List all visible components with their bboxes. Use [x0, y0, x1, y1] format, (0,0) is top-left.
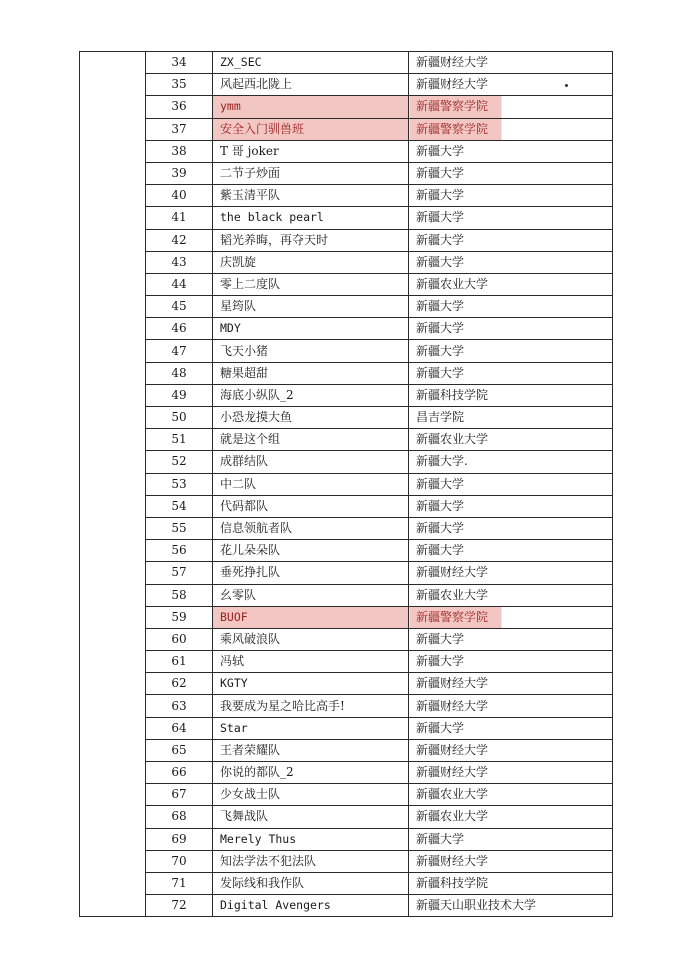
team-name-cell: 少女战士队	[213, 784, 409, 806]
team-list-sheet	[79, 51, 613, 917]
team-name-cell: the black pearl	[213, 207, 409, 229]
school-name-cell: 新疆大学	[409, 473, 613, 495]
row-number-cell: 68	[146, 806, 213, 828]
row-number-cell: 37	[146, 118, 213, 140]
team-name-cell: Merely Thus	[213, 828, 409, 850]
table-row	[80, 828, 613, 850]
table-row	[80, 318, 613, 340]
table-row	[80, 118, 613, 140]
school-name-cell: 新疆大学	[409, 207, 613, 229]
team-name-cell: 知法学法不犯法队	[213, 850, 409, 872]
row-number-cell: 61	[146, 651, 213, 673]
team-table	[79, 51, 613, 917]
table-row	[80, 74, 613, 96]
table-row	[80, 628, 613, 650]
row-number-cell: 56	[146, 540, 213, 562]
school-name-cell: 新疆大学	[409, 340, 613, 362]
school-name-cell: 新疆财经大学	[409, 695, 613, 717]
row-number-cell: 63	[146, 695, 213, 717]
school-name-cell: 新疆大学	[409, 651, 613, 673]
table-row	[80, 229, 613, 251]
row-number-cell: 36	[146, 96, 213, 118]
team-name-cell: 韬光养晦，再夺天时	[213, 229, 409, 251]
team-name-cell: KGTY	[213, 673, 409, 695]
row-number-cell: 66	[146, 762, 213, 784]
school-name-cell: 新疆大学	[409, 540, 613, 562]
row-number-cell: 54	[146, 495, 213, 517]
table-row	[80, 739, 613, 761]
table-row	[80, 340, 613, 362]
row-number-cell: 58	[146, 584, 213, 606]
school-name-cell: 新疆大学	[409, 162, 613, 184]
team-name-cell: BUOF	[213, 606, 409, 628]
stray-mark	[565, 84, 568, 87]
school-name-cell: 新疆大学	[409, 828, 613, 850]
team-name-cell: 二节子炒面	[213, 162, 409, 184]
team-name-cell: ZX_SEC	[213, 52, 409, 74]
row-number-cell: 47	[146, 340, 213, 362]
school-name-cell: 新疆农业大学	[409, 584, 613, 606]
table-row	[80, 784, 613, 806]
team-name-cell: 乘风破浪队	[213, 628, 409, 650]
row-number-cell: 53	[146, 473, 213, 495]
school-name-cell: 新疆大学	[409, 185, 613, 207]
table-row	[80, 540, 613, 562]
table-row	[80, 895, 613, 917]
row-number-cell: 42	[146, 229, 213, 251]
team-name-cell: 海底小纵队_2	[213, 384, 409, 406]
team-name-cell: 星筠队	[213, 296, 409, 318]
team-name-cell: 糖果超甜	[213, 362, 409, 384]
table-row	[80, 562, 613, 584]
team-name-cell: 冯轼	[213, 651, 409, 673]
school-name-cell: 新疆大学	[409, 296, 613, 318]
row-number-cell: 38	[146, 140, 213, 162]
school-name-cell: 新疆天山职业技术大学	[409, 895, 613, 917]
table-row	[80, 407, 613, 429]
school-name-cell: 新疆警察学院	[409, 606, 613, 628]
row-number-cell: 35	[146, 74, 213, 96]
row-number-cell: 70	[146, 850, 213, 872]
row-number-cell: 48	[146, 362, 213, 384]
school-name-cell: 新疆农业大学	[409, 806, 613, 828]
team-name-cell: T 哥 joker	[213, 140, 409, 162]
row-number-cell: 45	[146, 296, 213, 318]
team-name-cell: 垂死挣扎队	[213, 562, 409, 584]
team-name-cell: 发际线和我作队	[213, 872, 409, 894]
row-number-cell: 50	[146, 407, 213, 429]
school-name-cell: 新疆财经大学	[409, 562, 613, 584]
table-row	[80, 495, 613, 517]
team-name-cell: Star	[213, 717, 409, 739]
row-number-cell: 40	[146, 185, 213, 207]
row-number-cell: 39	[146, 162, 213, 184]
team-name-cell: 就是这个组	[213, 429, 409, 451]
row-number-cell: 43	[146, 251, 213, 273]
row-number-cell: 52	[146, 451, 213, 473]
table-row	[80, 162, 613, 184]
table-row	[80, 140, 613, 162]
school-name-cell: 新疆大学	[409, 717, 613, 739]
team-name-cell: 我要成为星之哈比高手!	[213, 695, 409, 717]
table-row	[80, 473, 613, 495]
team-name-cell: 小恐龙摸大鱼	[213, 407, 409, 429]
team-name-cell: MDY	[213, 318, 409, 340]
table-row	[80, 606, 613, 628]
row-number-cell: 46	[146, 318, 213, 340]
table-row	[80, 96, 613, 118]
school-name-cell: 新疆农业大学	[409, 273, 613, 295]
table-row	[80, 429, 613, 451]
row-number-cell: 67	[146, 784, 213, 806]
team-name-cell: 飞天小猪	[213, 340, 409, 362]
school-name-cell: 新疆大学	[409, 229, 613, 251]
table-row	[80, 384, 613, 406]
school-name-cell: 新疆科技学院	[409, 872, 613, 894]
table-row	[80, 451, 613, 473]
team-name-cell: 飞舞战队	[213, 806, 409, 828]
school-name-cell: 新疆财经大学	[409, 762, 613, 784]
table-row	[80, 850, 613, 872]
school-name-cell: 新疆大学	[409, 318, 613, 340]
team-table-body	[80, 52, 613, 917]
school-name-cell: 新疆财经大学	[409, 673, 613, 695]
row-number-cell: 41	[146, 207, 213, 229]
team-name-cell: 王者荣耀队	[213, 739, 409, 761]
team-name-cell: 安全入门驯兽班	[213, 118, 409, 140]
table-row	[80, 673, 613, 695]
table-row	[80, 872, 613, 894]
table-row	[80, 762, 613, 784]
team-name-cell: 花儿朵朵队	[213, 540, 409, 562]
table-row	[80, 362, 613, 384]
team-name-cell: 信息领航者队	[213, 517, 409, 539]
school-name-cell: 新疆财经大学	[409, 52, 613, 74]
table-row	[80, 717, 613, 739]
school-name-cell: 新疆大学	[409, 495, 613, 517]
row-number-cell: 34	[146, 52, 213, 74]
team-name-cell: 代码都队	[213, 495, 409, 517]
school-name-cell: 新疆大学.	[409, 451, 613, 473]
school-name-cell: 新疆科技学院	[409, 384, 613, 406]
table-row	[80, 584, 613, 606]
row-number-cell: 59	[146, 606, 213, 628]
team-name-cell: 幺零队	[213, 584, 409, 606]
row-number-cell: 72	[146, 895, 213, 917]
table-row	[80, 251, 613, 273]
school-name-cell: 新疆大学	[409, 140, 613, 162]
team-name-cell: 中二队	[213, 473, 409, 495]
team-name-cell: 紫玉清平队	[213, 185, 409, 207]
group-column-cell	[80, 52, 146, 917]
row-number-cell: 64	[146, 717, 213, 739]
team-name-cell: 庆凯旋	[213, 251, 409, 273]
row-number-cell: 69	[146, 828, 213, 850]
school-name-cell: 新疆大学	[409, 628, 613, 650]
school-name-cell: 新疆大学	[409, 251, 613, 273]
team-name-cell: 风起西北陇上	[213, 74, 409, 96]
row-number-cell: 49	[146, 384, 213, 406]
school-name-cell: 新疆财经大学	[409, 74, 613, 96]
row-number-cell: 71	[146, 872, 213, 894]
school-name-cell: 昌吉学院	[409, 407, 613, 429]
table-row	[80, 806, 613, 828]
school-name-cell: 新疆财经大学	[409, 739, 613, 761]
row-number-cell: 57	[146, 562, 213, 584]
team-name-cell: Digital Avengers	[213, 895, 409, 917]
school-name-cell: 新疆农业大学	[409, 784, 613, 806]
table-row	[80, 207, 613, 229]
school-name-cell: 新疆农业大学	[409, 429, 613, 451]
row-number-cell: 62	[146, 673, 213, 695]
school-name-cell: 新疆大学	[409, 517, 613, 539]
table-row	[80, 273, 613, 295]
row-number-cell: 60	[146, 628, 213, 650]
table-row	[80, 296, 613, 318]
table-row	[80, 185, 613, 207]
school-name-cell: 新疆财经大学	[409, 850, 613, 872]
row-number-cell: 55	[146, 517, 213, 539]
team-name-cell: 成群结队	[213, 451, 409, 473]
table-row	[80, 651, 613, 673]
row-number-cell: 65	[146, 739, 213, 761]
school-name-cell: 新疆警察学院	[409, 118, 613, 140]
table-row	[80, 695, 613, 717]
school-name-cell: 新疆警察学院	[409, 96, 613, 118]
school-name-cell: 新疆大学	[409, 362, 613, 384]
team-name-cell: 零上二度队	[213, 273, 409, 295]
table-row	[80, 52, 613, 74]
table-row	[80, 517, 613, 539]
team-name-cell: 你说的都队_2	[213, 762, 409, 784]
row-number-cell: 51	[146, 429, 213, 451]
team-name-cell: ymm	[213, 96, 409, 118]
row-number-cell: 44	[146, 273, 213, 295]
